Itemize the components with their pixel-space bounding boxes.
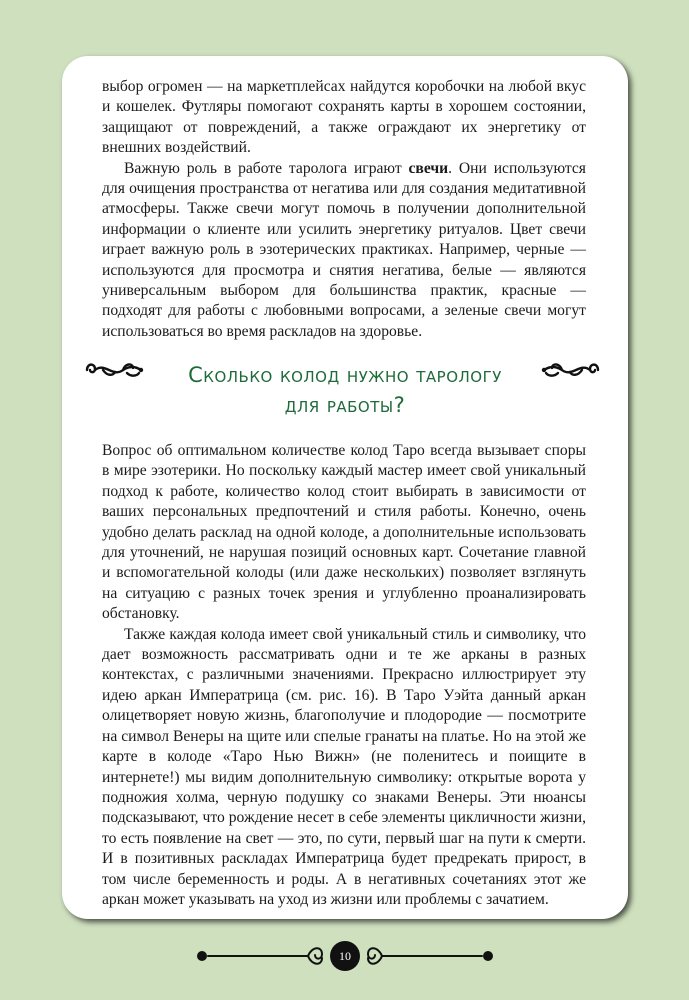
bottom-text-block bbox=[102, 441, 586, 910]
paragraph bbox=[102, 159, 586, 343]
bold-term: свечи bbox=[408, 159, 449, 177]
section-heading-line: Сколько колод нужно тарологу bbox=[188, 363, 502, 387]
paragraph: Также каждая колода имеет свой уникальный стиль и символику, что дает возможность рассматривать одни и те же арканы в разных контекстах, с различными значениями. Прекрасно иллюстрирует эту идею аркан Императрица (см. рис. 16). В Таро Уэйта данный аркан олицетворяет новую жизнь, благополучие и плодородие — посмотрите на символ Венеры на щите или спелые гранаты на платье. Но на этой же карте в колоде «Таро Нью Вижн» (не поленитесь и поищите в интернете!) мы видим дополнительную символику: открытые ворота у подножия холма, черную подушку со знаками Венеры. Эти нюансы подсказывают, что рождение несет в себе элементы цикличности жизни, то есть появление на свет — это, по сути, первый шаг на пути к смерти. И в позитивных раскладах Императрица будет предрекать прирост, в том числе беременность и роды. А в негативных сочетаниях этот же аркан может указывать на уход из жизни или проблемы с зачатием. bbox=[102, 625, 586, 908]
paragraph-text: Важную роль в работе таролога играют bbox=[124, 159, 409, 177]
section-heading bbox=[150, 360, 540, 420]
flourish-ornament-icon bbox=[83, 357, 145, 383]
top-text-block bbox=[102, 77, 586, 342]
flourish-ornament-icon bbox=[540, 357, 602, 383]
section-heading-line: для работы? bbox=[284, 393, 406, 417]
paragraph bbox=[102, 77, 586, 159]
paragraph-text: выбор огромен — на маркетплейсах найдутся коробочки на любой вкус и кошелек. Футляры помогают сохранять карты в хорошем состоянии, защищают от повреждений, а также ограждают их энергетику от внешних воздействий. bbox=[102, 78, 586, 157]
paragraph: Вопрос об оптимальном количестве колод Таро всегда вызывает споры в мире эзотерики. Но поскольку каждый мастер имеет свой уникальный подход к работе, количество колод стоит выбирать в зависимости от ваших персональных предпочтений и стиля работы. Конечно, очень удобно делать расклад на одной колоде, а дополнительные использовать для уточнений, не нарушая позиций основных карт. Сочетание главной и вспомогательной колоды (или даже нескольких) позволяет взглянуть на ситуацию с разных точек зрения и углубленно проанализировать обстановку. bbox=[102, 442, 586, 623]
paragraph-text: . Они используются для очищения пространства от негатива или для создания медитативной атмосферы. Также свечи могут помочь в получении дополнительной информации о клиенте или усилить энергетику ритуалов. Цвет свечи играет важную роль в эзотерических практиках. Например, черные — используются для просмотра и снятия негатива, белые — являются универсальным выбором для большинства практик, красные — подходят для работы с любовными вопросами, а зеленые свечи могут использоваться во время раскладов на здоровье. bbox=[102, 159, 586, 340]
page-number: 10 bbox=[330, 941, 360, 971]
